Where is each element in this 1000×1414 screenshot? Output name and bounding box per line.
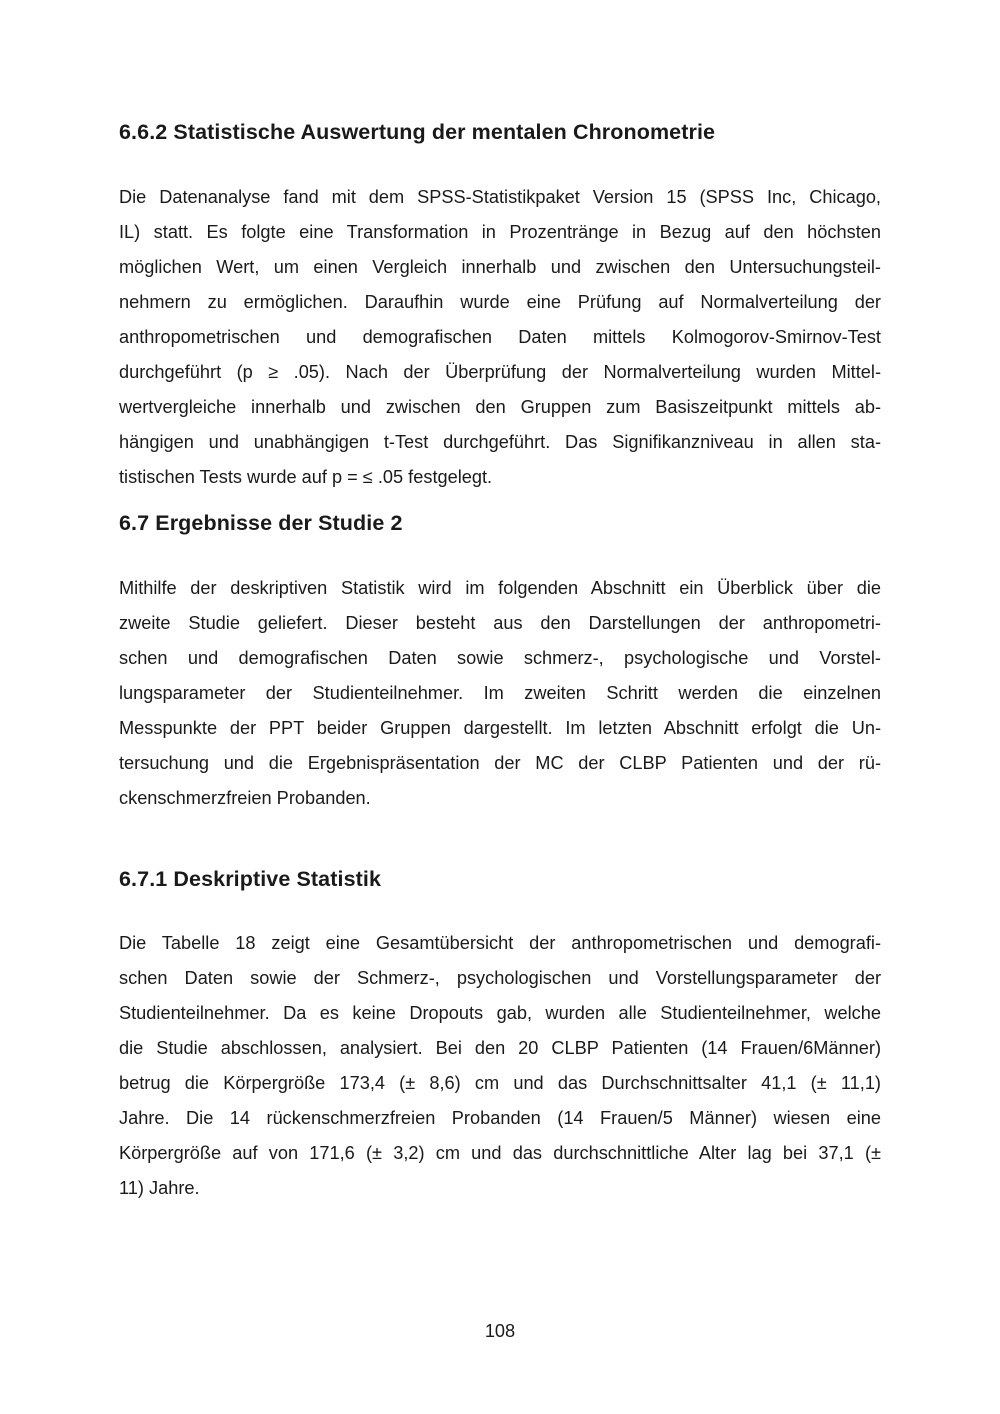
text-line: nehmern zu ermöglichen. Daraufhin wurde eine Prüfung auf Normalverteilung der [119,292,881,312]
text-line: hängigen und unabhängigen t-Test durchgeführt. Das Signifikanzniveau in allen sta- [119,432,881,452]
text-line: tersuchung und die Ergebnispräsentation der MC der CLBP Patienten und der rü- [119,753,881,773]
section-heading-6-7: 6.7 Ergebnisse der Studie 2 [119,511,403,535]
text-line: Die Tabelle 18 zeigt eine Gesamtübersicht der anthropometrischen und demografi- [119,933,881,953]
text-line: die Studie abschlossen, analysiert. Bei den 20 CLBP Patienten (14 Frauen/6Männer) [119,1038,881,1058]
text-line: betrug die Körpergröße 173,4 (± 8,6) cm und das Durchschnittsalter 41,1 (± 11,1) [119,1073,881,1093]
text-line: anthropometrischen und demografischen Daten mittels Kolmogorov-Smirnov-Test [119,327,881,347]
paragraph-study-results-intro [119,571,881,816]
text-line: Studienteilnehmer. Da es keine Dropouts gab, wurden alle Studienteilnehmer, welche [119,1003,881,1023]
text-line: schen Daten sowie der Schmerz-, psychologischen und Vorstellungsparameter der [119,968,881,988]
text-line: 11) Jahre. [119,1178,200,1198]
text-line: ckenschmerzfreien Probanden. [119,788,371,808]
text-line: Messpunkte der PPT beider Gruppen dargestellt. Im letzten Abschnitt erfolgt die Un- [119,718,881,738]
paragraph-descriptive-statistics [119,926,881,1206]
text-line: Mithilfe der deskriptiven Statistik wird im folgenden Abschnitt ein Überblick über die [119,578,881,598]
text-line: IL) statt. Es folgte eine Transformation in Prozentränge in Bezug auf den höchsten [119,222,881,242]
section-heading-6-6-2: 6.6.2 Statistische Auswertung der mentalen Chronometrie [119,120,716,144]
page-number: 108 [484,1321,516,1341]
text-line: Jahre. Die 14 rückenschmerzfreien Probanden (14 Frauen/5 Männer) wiesen eine [119,1108,881,1128]
text-line: durchgeführt (p ≥ .05). Nach der Überprüfung der Normalverteilung wurden Mittel- [119,362,881,382]
text-line: schen und demografischen Daten sowie schmerz-, psychologische und Vorstel- [119,648,881,668]
text-line: wertvergleiche innerhalb und zwischen den Gruppen zum Basiszeitpunkt mittels ab- [119,397,881,417]
paragraph-statistical-analysis [119,180,881,495]
text-line: Körpergröße auf von 171,6 (± 3,2) cm und das durchschnittliche Alter lag bei 37,1 (± [119,1143,881,1163]
text-line: tistischen Tests wurde auf p = ≤ .05 festgelegt. [119,467,493,487]
text-line: lungsparameter der Studienteilnehmer. Im zweiten Schritt werden die einzelnen [119,683,881,703]
text-line: möglichen Wert, um einen Vergleich innerhalb und zwischen den Untersuchungsteil- [119,257,881,277]
section-heading-6-7-1: 6.7.1 Deskriptive Statistik [119,867,382,891]
text-line: Die Datenanalyse fand mit dem SPSS-Statistikpaket Version 15 (SPSS Inc, Chicago, [119,187,881,207]
text-line: zweite Studie geliefert. Dieser besteht aus den Darstellungen der anthropometri- [119,613,881,633]
